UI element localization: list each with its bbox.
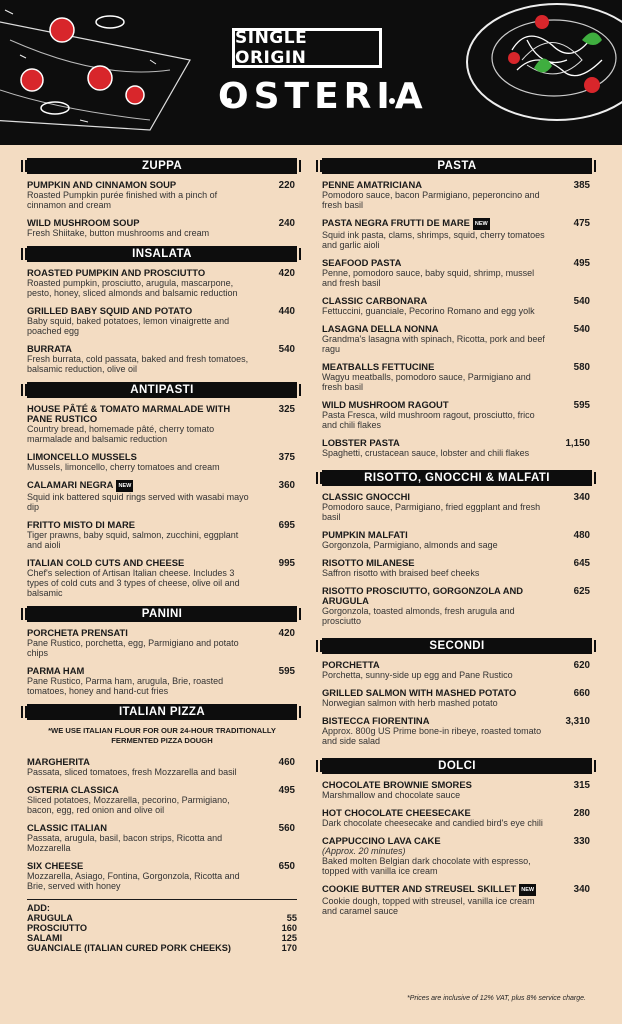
- menu-item: [27, 180, 297, 210]
- item-name: HOT CHOCOLATE CHEESECAKE: [322, 807, 471, 818]
- item-name: LIMONCELLO MUSSELS: [27, 451, 137, 462]
- item-name: SEAFOOD PASTA: [322, 257, 402, 268]
- price-disclaimer: *Prices are inclusive of 12% VAT, plus 8% service charge.: [407, 995, 586, 1002]
- pizza-dough-notice: *WE USE ITALIAN FLOUR FOR OUR 24-HOUR TRADITIONALLY FERMENTED PIZZA DOUGH: [48, 726, 276, 745]
- section-title: ZUPPA: [27, 158, 297, 174]
- menu-item: [322, 780, 592, 800]
- item-description: Sliced potatoes, Mozzarella, pecorino, Parmigiano, bacon, egg, red onion and olive oil: [27, 795, 230, 815]
- item-name: PUMPKIN AND CINNAMON SOUP: [27, 179, 177, 190]
- menu-item: [27, 520, 297, 550]
- item-name: BURRATA: [27, 343, 72, 354]
- item-description: Squid ink pasta, clams, shrimps, squid, cherry tomatoes and garlic aioli: [322, 230, 545, 250]
- menu-item: [27, 480, 297, 512]
- item-description: Mussels, limoncello, cherry tomatoes and cream: [27, 462, 220, 472]
- menu-section: [27, 704, 297, 891]
- menu-item: [27, 306, 297, 336]
- item-description: Fresh burrata, cold passata, baked and fresh tomatoes, balsamic reduction, olive oil: [27, 354, 249, 374]
- menu-item: [322, 324, 592, 354]
- item-name: HOUSE PÂTÉ & TOMATO MARMALADE WITH PANE RUSTICO: [27, 403, 231, 424]
- item-name: ITALIAN COLD CUTS AND CHEESE: [27, 557, 185, 568]
- item-price: 595: [278, 666, 295, 677]
- pasta-plate-illustration: [442, 0, 622, 145]
- item-name: MEATBALLS FETTUCINE: [322, 361, 435, 372]
- item-price: 315: [573, 780, 590, 791]
- menu-item: [322, 884, 592, 916]
- pizza-addons: [27, 899, 297, 953]
- section-title: INSALATA: [27, 246, 297, 262]
- item-description: Country bread, homemade pâté, cherry tomato marmalade and balsamic reduction: [27, 424, 215, 444]
- item-name: LOBSTER PASTA: [322, 437, 400, 448]
- item-price: 660: [573, 688, 590, 699]
- item-name: RISOTTO MILANESE: [322, 557, 415, 568]
- item-price: 560: [278, 823, 295, 834]
- item-price: 540: [573, 324, 590, 335]
- menu-item: [27, 757, 297, 777]
- item-price: 360: [278, 480, 295, 491]
- menu-item: [27, 344, 297, 374]
- addon-name: GUANCIALE (ITALIAN CURED PORK CHEEKS): [27, 943, 231, 953]
- menu-section: [27, 246, 297, 374]
- item-name: COOKIE BUTTER AND STREUSEL SKILLET NEW: [322, 883, 535, 894]
- item-description: Marshmallow and chocolate sauce: [322, 790, 461, 800]
- item-price: 995: [278, 558, 295, 569]
- menu-item: [27, 404, 297, 444]
- right-column: [322, 158, 592, 924]
- item-name: PORCHETA PRENSATI: [27, 627, 128, 638]
- item-price: 325: [278, 404, 295, 415]
- menu-item: [27, 628, 297, 658]
- item-name: WILD MUSHROOM RAGOUT: [322, 399, 449, 410]
- menu-section: [322, 470, 592, 626]
- menu-item: [322, 258, 592, 288]
- menu-item: [27, 861, 297, 891]
- item-name: FRITTO MISTO DI MARE: [27, 519, 135, 530]
- addon-name: PROSCIUTTO: [27, 923, 88, 933]
- item-price: 240: [278, 218, 295, 229]
- item-price: 595: [573, 400, 590, 411]
- section-title: DOLCI: [322, 758, 592, 774]
- item-price: 385: [573, 180, 590, 191]
- item-price: 540: [573, 296, 590, 307]
- item-price: 420: [278, 628, 295, 639]
- item-description: Porchetta, sunny-side up egg and Pane Rustico: [322, 670, 513, 680]
- addon-price: 170: [281, 943, 297, 953]
- item-price: 460: [278, 757, 295, 768]
- section-title: PANINI: [27, 606, 297, 622]
- item-name: PARMA HAM: [27, 665, 85, 676]
- item-name: PUMPKIN MALFATI: [322, 529, 408, 540]
- item-price: 620: [573, 660, 590, 671]
- item-name: CALAMARI NEGRA NEW: [27, 479, 132, 490]
- addon-name: SALAMI: [27, 933, 63, 943]
- menu-item: [322, 688, 592, 708]
- pizza-illustration: [0, 0, 200, 145]
- item-name: CLASSIC GNOCCHI: [322, 491, 411, 502]
- menu-item: [322, 586, 592, 626]
- section-title: ANTIPASTI: [27, 382, 297, 398]
- addon-price: 160: [281, 923, 297, 933]
- item-price: 420: [278, 268, 295, 279]
- addon-row: [27, 933, 297, 943]
- item-price: 1,150: [565, 438, 590, 449]
- item-description: Spaghetti, crustacean sauce, lobster and chili flakes: [322, 448, 530, 458]
- item-price: 340: [573, 884, 590, 895]
- item-price: 480: [573, 530, 590, 541]
- section-title: PASTA: [322, 158, 592, 174]
- menu-item: [322, 296, 592, 316]
- item-price: 650: [278, 861, 295, 872]
- header-banner: [0, 0, 622, 145]
- item-name: ROASTED PUMPKIN AND PROSCIUTTO: [27, 267, 206, 278]
- item-name: OSTERIA CLASSICA: [27, 784, 119, 795]
- addon-price: 125: [281, 933, 297, 943]
- addon-price: 55: [286, 913, 297, 923]
- item-name: CHOCOLATE BROWNIE SMORES: [322, 779, 472, 790]
- item-name: CAPPUCCINO LAVA CAKE: [322, 835, 441, 846]
- menu-item: [322, 180, 592, 210]
- section-title: SECONDI: [322, 638, 592, 654]
- item-description: Fettuccini, guanciale, Pecorino Romano and egg yolk: [322, 306, 535, 316]
- item-note: (Approx. 20 minutes): [322, 846, 406, 856]
- new-badge: NEW: [519, 884, 536, 896]
- menu-item: [322, 660, 592, 680]
- item-name: GRILLED SALMON WITH MASHED POTATO: [322, 687, 517, 698]
- addon-row: [27, 913, 297, 923]
- addon-name: ARUGULA: [27, 913, 73, 923]
- item-description: Pomodoro sauce, Parmigiano, fried eggplant and fresh basil: [322, 502, 541, 522]
- menu-section: [322, 758, 592, 916]
- item-description: Chef's selection of Artisan Italian cheese. Includes 3 types of cold cuts and 3 types of cheese, olive oil and balsamic: [27, 568, 240, 598]
- item-price: 475: [573, 218, 590, 229]
- item-description: Pane Rustico, Parma ham, arugula, Brie, roasted tomatoes, honey and hand-cut fries: [27, 676, 224, 696]
- menu-section: [27, 382, 297, 598]
- logo-frame: [232, 28, 382, 68]
- item-name: CLASSIC CARBONARA: [322, 295, 428, 306]
- item-description: Squid ink battered squid rings served with wasabi mayo dip: [27, 492, 249, 512]
- item-description: Mozzarella, Asiago, Fontina, Gorgonzola, Ricotta and Brie, served with honey: [27, 871, 240, 891]
- item-name: PASTA NEGRA FRUTTI DE MARE NEW: [322, 217, 488, 228]
- item-name: GRILLED BABY SQUID AND POTATO: [27, 305, 193, 316]
- item-name: LASAGNA DELLA NONNA: [322, 323, 439, 334]
- menu-item: [27, 785, 297, 815]
- addon-row: [27, 923, 297, 933]
- item-description: Penne, pomodoro sauce, baby squid, shrimp, mussel and fresh basil: [322, 268, 535, 288]
- item-price: 3,310: [565, 716, 590, 727]
- item-price: 695: [278, 520, 295, 531]
- addons-heading: ADD:: [27, 903, 50, 913]
- menu-item: [27, 823, 297, 853]
- item-price: 375: [278, 452, 295, 463]
- menu-item: [27, 666, 297, 696]
- item-name: SIX CHEESE: [27, 860, 84, 871]
- item-description: Roasted pumpkin, prosciutto, arugula, mascarpone, pesto, honey, sliced almonds and balsamic reduction: [27, 278, 238, 298]
- menu-item: [322, 836, 592, 876]
- item-description: Tiger prawns, baby squid, salmon, zucchini, eggplant and aioli: [27, 530, 239, 550]
- item-price: 645: [573, 558, 590, 569]
- item-price: 540: [278, 344, 295, 355]
- left-column: [27, 158, 297, 953]
- brand-top: SINGLE ORIGIN: [235, 28, 308, 68]
- item-name: PENNE AMATRICIANA: [322, 179, 422, 190]
- item-description: Dark chocolate cheesecake and candied bird's eye chili: [322, 818, 543, 828]
- menu-item: [27, 268, 297, 298]
- item-price: 625: [573, 586, 590, 597]
- item-description: Norwegian salmon with herb mashed potato: [322, 698, 498, 708]
- menu-item: [27, 558, 297, 598]
- item-price: 495: [278, 785, 295, 796]
- item-description: Gorgonzola, toasted almonds, fresh arugula and prosciutto: [322, 606, 515, 626]
- menu-item: [322, 530, 592, 550]
- item-name: PORCHETTA: [322, 659, 380, 670]
- item-description: Approx. 800g US Prime bone-in ribeye, roasted tomato and side salad: [322, 726, 542, 746]
- item-description: Saffron risotto with braised beef cheeks: [322, 568, 480, 578]
- brand-name: OSTERIA: [218, 76, 428, 117]
- section-title: ITALIAN PIZZA: [27, 704, 297, 720]
- item-description: Fresh Shiitake, button mushrooms and cream: [27, 228, 210, 238]
- item-description: Baked molten Belgian dark chocolate with espresso, topped with vanilla ice cream: [322, 856, 531, 876]
- item-description: Gorgonzola, Parmigiano, almonds and sage: [322, 540, 498, 550]
- item-price: 495: [573, 258, 590, 269]
- menu-item: [322, 492, 592, 522]
- item-name: WILD MUSHROOM SOUP: [27, 217, 140, 228]
- menu-section: [27, 606, 297, 696]
- item-description: Cookie dough, topped with streusel, vanilla ice cream and caramel sauce: [322, 896, 535, 916]
- menu-item: [322, 808, 592, 828]
- item-price: 340: [573, 492, 590, 503]
- item-description: Pomodoro sauce, bacon Parmigiano, peperoncino and fresh basil: [322, 190, 540, 210]
- menu-section: [322, 158, 592, 458]
- menu-item: [322, 400, 592, 430]
- menu-item: [27, 452, 297, 472]
- menu-item: [322, 362, 592, 392]
- item-name: MARGHERITA: [27, 756, 90, 767]
- new-badge: NEW: [116, 480, 133, 492]
- item-description: Pasta Fresca, wild mushroom ragout, prosciutto, frico and chili flakes: [322, 410, 535, 430]
- item-price: 330: [573, 836, 590, 847]
- item-description: Pane Rustico, porchetta, egg, Parmigiano and potato chips: [27, 638, 239, 658]
- section-title: RISOTTO, GNOCCHI & MALFATI: [322, 470, 592, 486]
- menu-section: [27, 158, 297, 238]
- item-description: Passata, sliced tomatoes, fresh Mozzarella and basil: [27, 767, 237, 777]
- menu-item: [27, 218, 297, 238]
- item-price: 280: [573, 808, 590, 819]
- item-description: Roasted Pumpkin purée finished with a pinch of cinnamon and cream: [27, 190, 218, 210]
- item-description: Baby squid, baked potatoes, lemon vinaigrette and poached egg: [27, 316, 230, 336]
- item-description: Passata, arugula, basil, bacon strips, Ricotta and Mozzarella: [27, 833, 223, 853]
- item-price: 580: [573, 362, 590, 373]
- menu-item: [322, 438, 592, 458]
- menu-section: [322, 638, 592, 746]
- item-price: 440: [278, 306, 295, 317]
- item-price: 220: [278, 180, 295, 191]
- item-name: CLASSIC ITALIAN: [27, 822, 108, 833]
- item-name: RISOTTO PROSCIUTTO, GORGONZOLA AND ARUGULA: [322, 585, 524, 606]
- menu-item: [322, 558, 592, 578]
- menu-item: [322, 218, 592, 250]
- new-badge: NEW: [473, 218, 490, 230]
- item-name: BISTECCA FIORENTINA: [322, 715, 430, 726]
- item-description: Grandma's lasagna with spinach, Ricotta, pork and beef ragu: [322, 334, 545, 354]
- item-description: Wagyu meatballs, pomodoro sauce, Parmigiano and fresh basil: [322, 372, 531, 392]
- menu-item: [322, 716, 592, 746]
- addon-row: [27, 943, 297, 953]
